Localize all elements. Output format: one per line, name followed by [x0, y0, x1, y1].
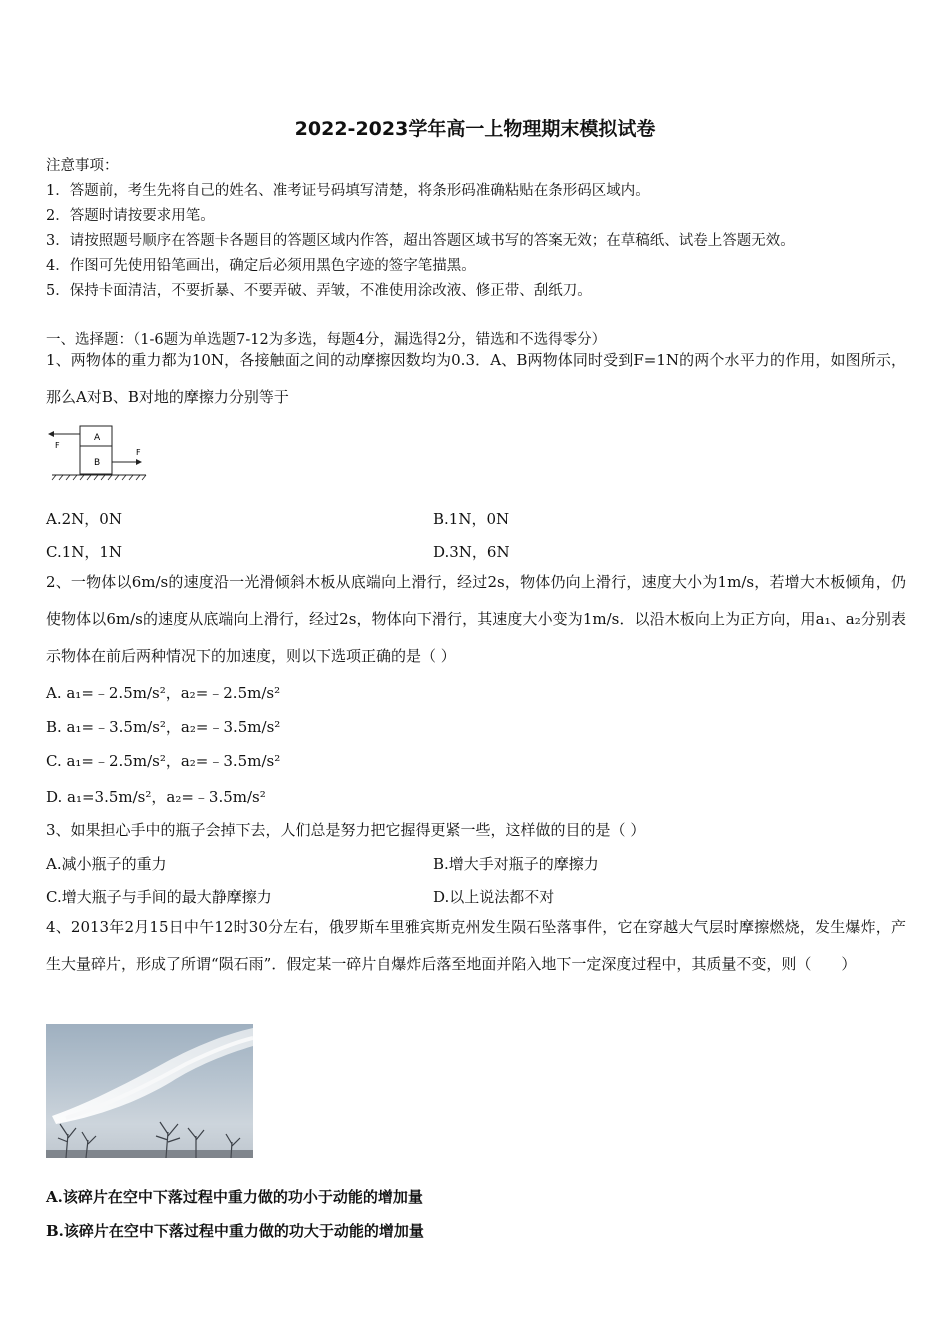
q3-option-b: B.增大手对瓶子的摩擦力 — [433, 855, 599, 873]
q1-option-d: D.3N，6N — [433, 543, 510, 561]
question-2-text: 2、一物体以6m/s的速度沿一光滑倾斜木板从底端向上滑行，经过2s，物体仍向上滑行，速度大小为1m/s，若增大木板倾角，仍使物体以6m/s的速度从底端向上滑行，经过2s，物体向下滑行，其速度大小变为1m/s．以沿木板向上为正方向，用a₁、a₂分别表示物体在前后两种情况下的加速度，则以下选项正确的是（ ） — [46, 573, 906, 665]
label-a: A — [94, 433, 101, 443]
q1-option-b: B.1N，0N — [433, 510, 510, 528]
label-f-right: F — [136, 448, 141, 457]
notice-item-2: 2．答题时请按要求用笔。 — [46, 208, 215, 224]
q3-option-c: C.增大瓶子与手间的最大静摩擦力 — [46, 888, 272, 906]
notice-heading: 注意事项： — [46, 158, 119, 174]
smoke-trail — [52, 1028, 253, 1124]
q1-option-a: A.2N，0N — [46, 510, 122, 528]
section-heading: 一、选择题：（1-6题为单选题7-12为多选，每题4分，漏选得2分，错选和不选得零分） — [46, 332, 607, 348]
question-3-text: 3、如果担心手中的瓶子会掉下去，人们总是努力把它握得更紧一些，这样做的目的是（ ） — [46, 821, 646, 839]
label-b: B — [94, 458, 101, 468]
q2-option-b: B. a₁=﹣3.5m/s²，a₂=﹣3.5m/s² — [46, 718, 281, 736]
q3-option-a: A.减小瓶子的重力 — [46, 855, 167, 873]
q4-option-b: B.该碎片在空中下落过程中重力做的功大于动能的增加量 — [46, 1222, 424, 1240]
block-force-diagram — [46, 420, 148, 482]
page-title: 2022-2023学年高一上物理期末模拟试卷 — [294, 118, 656, 140]
notice-item-1: 1．答题前，考生先将自己的姓名、准考证号码填写清楚，将条形码准确粘贴在条形码区域内。 — [46, 183, 650, 199]
q2-option-d: D. a₁=3.5m/s²，a₂=﹣3.5m/s² — [46, 788, 266, 806]
q3-option-d: D.以上说法都不对 — [433, 888, 555, 906]
label-f-left: F — [55, 441, 60, 450]
notice-item-4: 4．作图可先使用铅笔画出，确定后必须用黑色字迹的签字笔描黑。 — [46, 258, 476, 274]
ground-hatch — [52, 475, 146, 480]
meteor-photo — [46, 1024, 253, 1158]
q4-option-a: A.该碎片在空中下落过程中重力做的功小于动能的增加量 — [46, 1188, 423, 1206]
question-4-text: 4、2013年2月15日中午12时30分左右，俄罗斯车里雅宾斯克州发生陨石坠落事件，它在穿越大气层时摩擦燃烧，发生爆炸，产生大量碎片，形成了所谓“陨石雨”．假定某一碎片自爆炸后落至地面并陷入地下一定深度过程中，其质量不变，则（ ） — [46, 918, 906, 973]
question-1-text: 1、两物体的重力都为10N，各接触面之间的动摩擦因数均为0.3．A、B两物体同时受到F=1N的两个水平力的作用，如图所示，那么A对B、B对地的摩擦力分别等于 — [46, 351, 906, 406]
q2-option-c: C. a₁=﹣2.5m/s²，a₂=﹣3.5m/s² — [46, 752, 281, 770]
q2-option-a: A. a₁=﹣2.5m/s²，a₂=﹣2.5m/s² — [46, 684, 281, 702]
notice-item-5: 5．保持卡面清洁，不要折暴、不要弄破、弄皱，不准使用涂改液、修正带、刮纸刀。 — [46, 283, 592, 299]
notice-item-3: 3．请按照题号顺序在答题卡各题目的答题区域内作答，超出答题区域书写的答案无效；在草稿纸、试卷上答题无效。 — [46, 233, 795, 249]
left-force-arrow — [48, 431, 54, 437]
q1-option-c: C.1N，1N — [46, 543, 123, 561]
right-force-arrow — [136, 459, 142, 465]
